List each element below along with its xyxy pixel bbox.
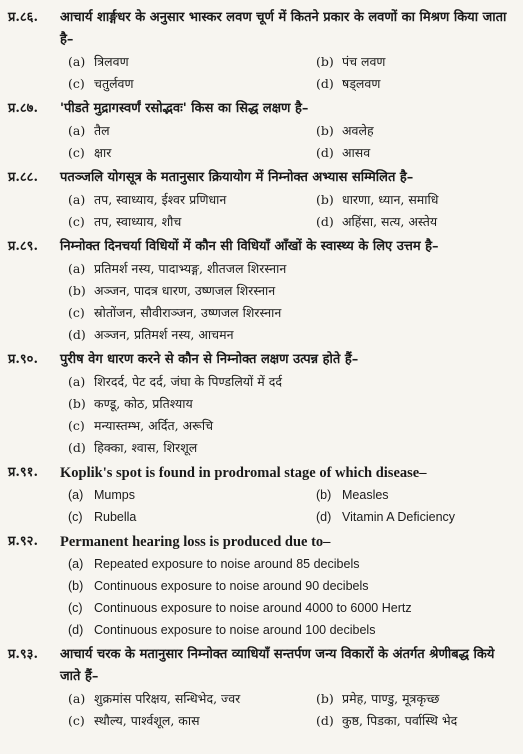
question-text: पुरीष वेग धारण करने से कौन से निम्नोक्त लक्षण उत्पन्न होते हैं– bbox=[60, 352, 359, 367]
option-label: (a) bbox=[68, 488, 84, 502]
option-c bbox=[60, 211, 308, 233]
option-label: (d) bbox=[316, 214, 334, 229]
option-text: धारणा, ध्यान, समाधि bbox=[342, 192, 439, 207]
option-d bbox=[308, 710, 517, 732]
option-d bbox=[60, 324, 517, 346]
option-a bbox=[60, 553, 517, 575]
question-number: प्र.९३. bbox=[8, 647, 38, 662]
option-label: (b) bbox=[68, 579, 84, 593]
option-label: (a) bbox=[68, 691, 86, 706]
option-label: (b) bbox=[316, 691, 334, 706]
option-b bbox=[308, 484, 517, 506]
option-text: अञ्जन, पादत्र धारण, उष्णजल शिरस्नान bbox=[94, 283, 276, 298]
question-body bbox=[60, 462, 517, 528]
option-list bbox=[60, 484, 517, 528]
option-label: (d) bbox=[68, 327, 86, 342]
option-text: तप, स्वाध्याय, ईश्वर प्रणिधान bbox=[94, 192, 227, 207]
option-list bbox=[60, 688, 517, 732]
question-body bbox=[60, 7, 517, 95]
option-a bbox=[60, 484, 308, 506]
option-label: (b) bbox=[316, 54, 334, 69]
option-d bbox=[308, 211, 517, 233]
option-list bbox=[60, 51, 517, 95]
option-a bbox=[60, 51, 308, 73]
option-text: तैल bbox=[94, 123, 110, 138]
option-label: (a) bbox=[68, 261, 86, 276]
option-b bbox=[60, 393, 517, 415]
option-label: (c) bbox=[68, 305, 85, 320]
option-b bbox=[308, 688, 517, 710]
question-text: 'पीडते मुद्रागस्वर्णं रसोद्भवः' किस का सिद्ध लक्षण है– bbox=[60, 101, 309, 116]
option-text: प्रतिमर्श नस्य, पादाभ्यङ्ग, शीतजल शिरस्नान bbox=[94, 261, 287, 276]
option-text: कुष्ठ, पिडका, पर्वास्थि भेद bbox=[342, 713, 458, 728]
option-text: त्रिलवण bbox=[94, 54, 129, 69]
option-text: Continuous exposure to noise around 4000 to 6000 Hertz bbox=[94, 601, 412, 615]
option-label: (a) bbox=[68, 557, 84, 571]
option-c bbox=[60, 302, 517, 324]
option-list bbox=[60, 371, 517, 459]
option-c bbox=[60, 597, 517, 619]
option-a bbox=[60, 189, 308, 211]
option-label: (d) bbox=[316, 510, 332, 524]
question-number: प्र.८८. bbox=[8, 170, 38, 185]
question-text: निम्नोक्त दिनचर्या विधियों में कौन सी विधियाँ आँखों के स्वास्थ्य के लिए उत्तम है– bbox=[60, 239, 439, 254]
option-text: आसव bbox=[342, 145, 371, 160]
question-number: प्र.९१. bbox=[8, 465, 38, 480]
option-a bbox=[60, 258, 517, 280]
option-text: Measles bbox=[342, 488, 389, 502]
option-text: स्थौल्य, पार्श्वशूल, कास bbox=[94, 713, 200, 728]
question-86 bbox=[8, 7, 517, 95]
option-d bbox=[308, 73, 517, 95]
option-label: (a) bbox=[68, 123, 86, 138]
option-label: (d) bbox=[68, 440, 86, 455]
option-text: Continuous exposure to noise around 90 decibels bbox=[94, 579, 369, 593]
option-text: चतुर्लवण bbox=[94, 76, 134, 91]
question-88 bbox=[8, 167, 517, 233]
option-label: (c) bbox=[68, 713, 85, 728]
option-d bbox=[308, 142, 517, 164]
question-text: Permanent hearing loss is produced due to– bbox=[60, 534, 331, 550]
option-label: (b) bbox=[316, 192, 334, 207]
option-d bbox=[308, 506, 517, 528]
option-text: Repeated exposure to noise around 85 decibels bbox=[94, 557, 360, 571]
option-text: Mumps bbox=[94, 488, 135, 502]
question-number: प्र.८७. bbox=[8, 101, 38, 116]
question-92 bbox=[8, 531, 517, 641]
option-b bbox=[308, 51, 517, 73]
question-number: प्र.९०. bbox=[8, 352, 38, 367]
option-label: (c) bbox=[68, 214, 85, 229]
option-text: अहिंसा, सत्य, अस्तेय bbox=[342, 214, 438, 229]
option-c bbox=[60, 415, 517, 437]
option-c bbox=[60, 506, 308, 528]
option-label: (b) bbox=[68, 283, 86, 298]
question-91 bbox=[8, 462, 517, 528]
option-text: हिक्का, श्वास, शिरशूल bbox=[94, 440, 198, 455]
option-label: (d) bbox=[68, 623, 84, 637]
question-87 bbox=[8, 98, 517, 164]
option-label: (c) bbox=[68, 510, 83, 524]
option-label: (a) bbox=[68, 54, 86, 69]
option-label: (c) bbox=[68, 76, 85, 91]
option-label: (d) bbox=[316, 76, 334, 91]
option-list bbox=[60, 120, 517, 164]
option-text: षड्लवण bbox=[342, 76, 381, 91]
question-body bbox=[60, 531, 517, 641]
option-c bbox=[60, 710, 308, 732]
option-label: (d) bbox=[316, 145, 334, 160]
option-text: Rubella bbox=[94, 510, 137, 524]
option-label: (b) bbox=[68, 396, 86, 411]
question-body bbox=[60, 236, 517, 346]
option-text: कण्डू, कोठ, प्रतिश्याय bbox=[94, 396, 193, 411]
option-list bbox=[60, 189, 517, 233]
question-text: Koplik's spot is found in prodromal stage of which disease– bbox=[60, 465, 427, 481]
option-list bbox=[60, 258, 517, 346]
question-number: प्र.९२. bbox=[8, 534, 38, 549]
option-b bbox=[308, 120, 517, 142]
option-a bbox=[60, 120, 308, 142]
option-text: पंच लवण bbox=[342, 54, 386, 69]
option-text: अवलेह bbox=[342, 123, 374, 138]
option-text: Continuous exposure to noise around 100 decibels bbox=[94, 623, 376, 637]
option-d bbox=[60, 437, 517, 459]
option-text: शिरदर्द, पेट दर्द, जंघा के पिण्डलियों में दर्द bbox=[94, 374, 282, 389]
question-text: आचार्य शार्ङ्गधर के अनुसार भास्कर लवण चूर्ण में कितने प्रकार के लवणों का मिश्रण किया जाता है– bbox=[60, 10, 507, 47]
option-label: (b) bbox=[316, 488, 332, 502]
question-text: आचार्य चरक के मतानुसार निम्नोक्त व्याधियाँ सन्तर्पण जन्य विकारों के अंतर्गत श्रेणीबद्ध किये जाते हैं– bbox=[60, 647, 495, 684]
option-label: (c) bbox=[68, 601, 83, 615]
option-text: Vitamin A Deficiency bbox=[342, 510, 456, 524]
question-90 bbox=[8, 349, 517, 459]
question-body bbox=[60, 644, 517, 732]
question-text: पतञ्जलि योगसूत्र के मतानुसार क्रियायोग में निम्नोक्त अभ्यास सम्मिलित है– bbox=[60, 170, 414, 185]
option-label: (c) bbox=[68, 418, 85, 433]
option-label: (b) bbox=[316, 123, 334, 138]
option-text: स्रोतोंजन, सौवीराञ्जन, उष्णजल शिरस्नान bbox=[94, 305, 282, 320]
question-89 bbox=[8, 236, 517, 346]
option-b bbox=[60, 575, 517, 597]
option-list bbox=[60, 553, 517, 641]
option-text: क्षार bbox=[94, 145, 112, 160]
option-b bbox=[60, 280, 517, 302]
option-text: तप, स्वाध्याय, शौच bbox=[94, 214, 182, 229]
option-c bbox=[60, 73, 308, 95]
option-d bbox=[60, 619, 517, 641]
question-93 bbox=[8, 644, 517, 732]
option-text: अञ्जन, प्रतिमर्श नस्य, आचमन bbox=[94, 327, 234, 342]
question-number: प्र.८९. bbox=[8, 239, 38, 254]
option-text: मन्यास्तम्भ, अर्दित, अरूचि bbox=[94, 418, 214, 433]
option-label: (a) bbox=[68, 374, 86, 389]
option-label: (a) bbox=[68, 192, 86, 207]
option-label: (d) bbox=[316, 713, 334, 728]
option-c bbox=[60, 142, 308, 164]
question-body bbox=[60, 98, 517, 164]
option-text: प्रमेह, पाण्डु, मूत्रकृच्छ bbox=[342, 691, 440, 706]
option-label: (c) bbox=[68, 145, 85, 160]
question-body bbox=[60, 167, 517, 233]
option-a bbox=[60, 371, 517, 393]
question-number: प्र.८६. bbox=[8, 10, 38, 25]
option-text: शुक्रमांस परिक्षय, सन्धिभेद, ज्वर bbox=[94, 691, 241, 706]
option-b bbox=[308, 189, 517, 211]
option-a bbox=[60, 688, 308, 710]
question-body bbox=[60, 349, 517, 459]
